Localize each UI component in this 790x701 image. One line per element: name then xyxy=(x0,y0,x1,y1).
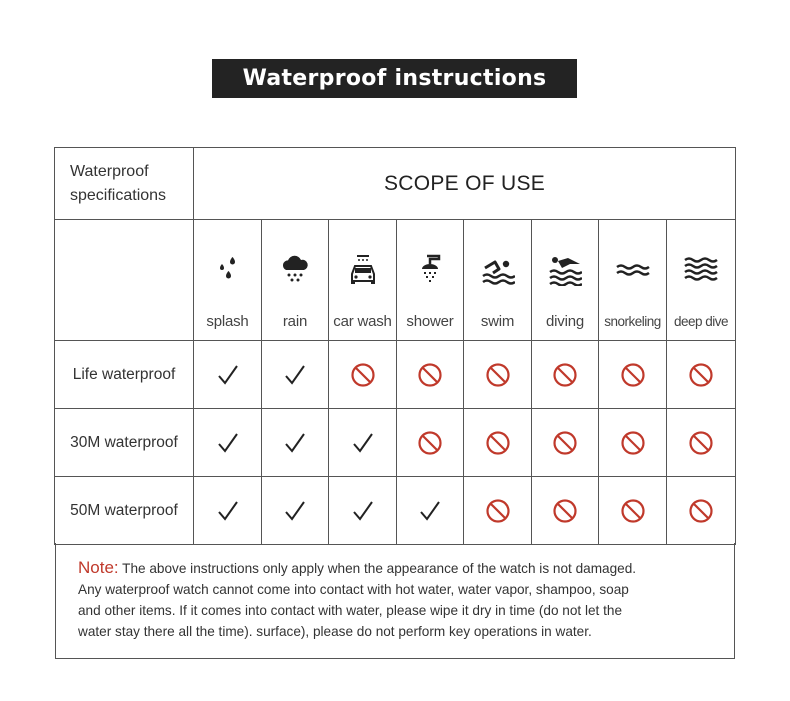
prohibited-icon xyxy=(464,477,532,545)
prohibited-icon xyxy=(667,409,736,477)
scope-of-use-header: SCOPE OF USE xyxy=(194,148,736,220)
check-icon xyxy=(194,477,262,545)
prohibited-icon xyxy=(599,477,667,545)
activity-label: deep dive xyxy=(673,313,729,329)
check-icon xyxy=(262,477,329,545)
shower-icon xyxy=(397,239,463,299)
activity-4 xyxy=(464,220,532,341)
activity-5 xyxy=(532,220,599,341)
note-line-4: water stay there all the time). surface), please do not perform key operations in water. xyxy=(78,624,592,639)
activity-icon-row xyxy=(55,220,736,341)
note-line-3: and other items. If it comes into contact with water, please wipe it dry in time (do not let the xyxy=(78,603,623,618)
check-icon xyxy=(262,341,329,409)
car-wash-icon xyxy=(329,239,396,299)
activity-3 xyxy=(397,220,464,341)
prohibited-icon xyxy=(464,409,532,477)
prohibited-icon xyxy=(667,477,736,545)
splash-icon xyxy=(194,239,261,299)
activity-label: car wash xyxy=(333,312,392,330)
rating-label: Life waterproof xyxy=(55,341,194,409)
note-box xyxy=(55,543,735,659)
check-icon xyxy=(329,477,397,545)
prohibited-icon xyxy=(397,409,464,477)
activity-label: shower xyxy=(406,312,454,330)
activity-label: rain xyxy=(282,312,308,330)
page-title: Waterproof instructions xyxy=(212,59,577,98)
activity-7 xyxy=(667,220,736,341)
check-icon xyxy=(262,409,329,477)
spec-header-cell xyxy=(55,148,194,220)
prohibited-icon xyxy=(329,341,397,409)
prohibited-icon xyxy=(397,341,464,409)
activity-0 xyxy=(194,220,262,341)
activity-2 xyxy=(329,220,397,341)
activity-label: splash xyxy=(206,312,249,330)
check-icon xyxy=(194,341,262,409)
table-row xyxy=(55,409,736,477)
waterproof-table xyxy=(54,147,736,545)
prohibited-icon xyxy=(532,341,599,409)
activity-label: snorkeling xyxy=(604,313,661,329)
activity-label: diving xyxy=(546,312,584,330)
spec-label-line2: specifications xyxy=(70,186,167,204)
activity-1 xyxy=(262,220,329,341)
activity-label: swim xyxy=(480,312,515,330)
waves-icon xyxy=(599,240,666,300)
note-line-2: Any waterproof watch cannot come into contact with hot water, water vapor, shampoo, soap xyxy=(78,582,629,597)
prohibited-icon xyxy=(464,341,532,409)
prohibited-icon xyxy=(532,477,599,545)
diver-icon xyxy=(532,239,598,299)
prohibited-icon xyxy=(599,409,667,477)
empty-corner-cell xyxy=(55,220,194,341)
deep-waves-icon xyxy=(667,240,735,300)
spec-label-line1: Waterproof xyxy=(70,162,149,180)
swimmer-icon xyxy=(464,239,531,299)
check-icon xyxy=(397,477,464,545)
note-label: Note: xyxy=(78,558,119,577)
table-row xyxy=(55,477,736,545)
prohibited-icon xyxy=(532,409,599,477)
prohibited-icon xyxy=(667,341,736,409)
note-line-1: The above instructions only apply when the appearance of the watch is not damaged. xyxy=(118,561,637,576)
rating-label: 30M waterproof xyxy=(55,409,194,477)
activity-6 xyxy=(599,220,667,341)
rain-cloud-icon xyxy=(262,239,328,299)
rating-label: 50M waterproof xyxy=(55,477,194,545)
table-row xyxy=(55,341,736,409)
prohibited-icon xyxy=(599,341,667,409)
check-icon xyxy=(329,409,397,477)
check-icon xyxy=(194,409,262,477)
